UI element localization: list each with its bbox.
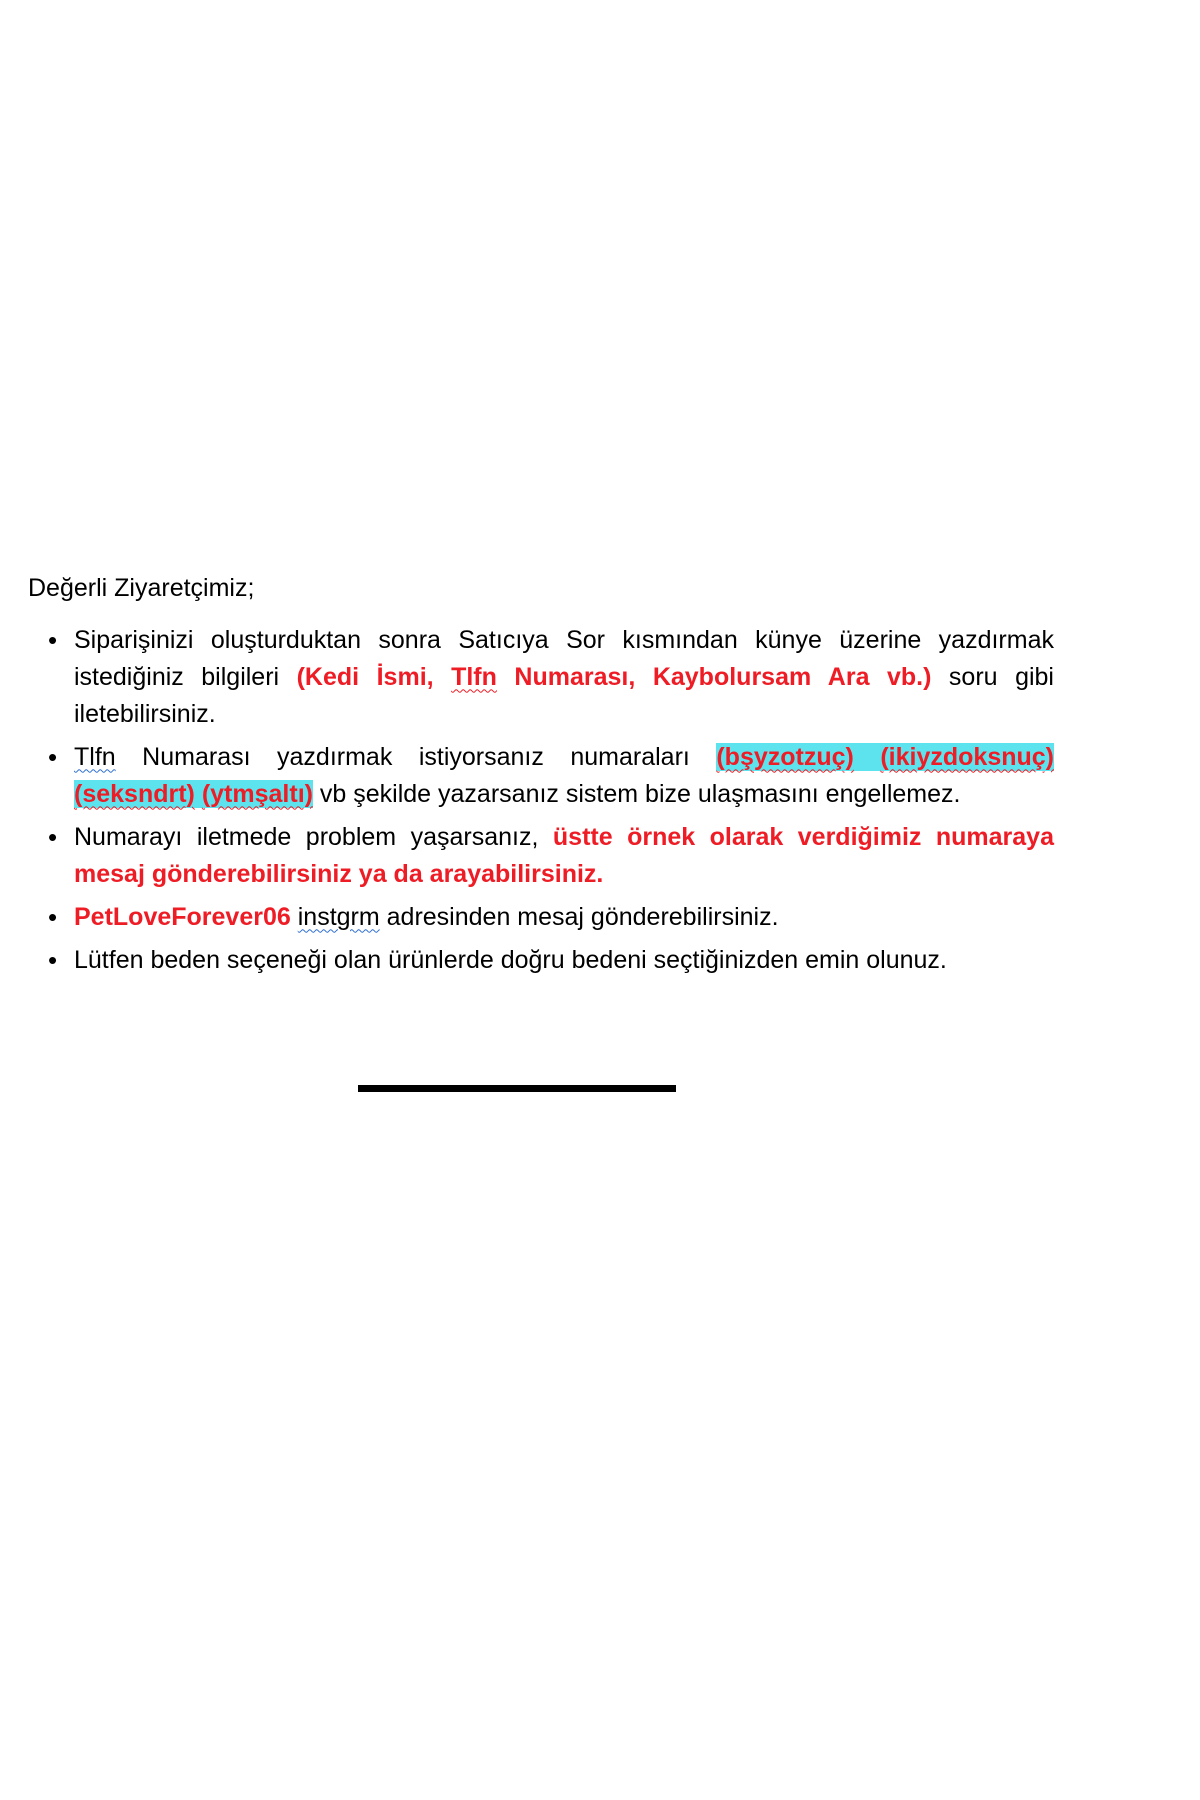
bullet-text-segment-red: Numarası, Kaybolursam Ara vb.) bbox=[496, 663, 932, 692]
highlighted-phone-part-1: (bşyzotzuç) bbox=[716, 743, 854, 772]
list-item-phone-format bbox=[28, 739, 1054, 813]
bullet-text-space bbox=[291, 903, 298, 931]
instagram-handle: PetLoveForever06 bbox=[74, 903, 291, 932]
highlighted-phone-part-4: (ytmşaltı) bbox=[201, 780, 313, 809]
bullet-text-segment: vb şekilde yazarsanız sistem bize ulaşmasını engellemez. bbox=[312, 780, 961, 809]
bullet-text-segment: Lütfen beden seçeneği olan ürünlerde doğru bedeni seçtiğinizden emin olunuz. bbox=[74, 946, 947, 975]
instructions-list bbox=[28, 622, 1178, 979]
bullet-text-segment: soru gibi iletebilirsiniz. bbox=[74, 663, 1054, 729]
document-content bbox=[28, 570, 1178, 985]
bullet-text-segment-red: (Kedi İsmi, bbox=[296, 663, 452, 692]
bullet-text-space bbox=[854, 743, 881, 771]
bullet-text-segment: Numarayı iletmede problem yaşarsanız, bbox=[74, 823, 553, 852]
highlighted-phone-part-3: (seksndrt) bbox=[74, 780, 195, 809]
horizontal-rule-divider bbox=[358, 1085, 676, 1092]
bullet-text-segment: adresinden mesaj gönderebilirsiniz. bbox=[379, 903, 779, 932]
salutation-text: Değerli Ziyaretçimiz; bbox=[28, 574, 255, 602]
list-item-instagram bbox=[28, 899, 1054, 936]
list-item-order-info bbox=[28, 622, 1054, 733]
highlighted-phone-part-2: (ikiyzdoksnuç) bbox=[880, 743, 1054, 772]
bullet-text-segment-red-spell: Tlfn bbox=[451, 663, 497, 692]
bullet-text-space bbox=[195, 780, 202, 808]
bullet-text-segment: Numarası yazdırmak istiyorsanız numaraları bbox=[115, 743, 717, 772]
bullet-text-segment: Siparişinizi oluşturduktan sonra Satıcıya Sor kısmından künye üzerine yazdırmak istediğiniz bilgileri bbox=[74, 626, 1054, 692]
bullet-text-segment-red: üstte örnek olarak verdiğimiz numaraya mesaj gönderebilirsiniz ya da arayabilirsiniz. bbox=[74, 823, 1054, 889]
list-item-size-warning bbox=[28, 942, 1054, 979]
bullet-text-segment-spell: Tlfn bbox=[74, 743, 116, 772]
list-item-contact-problem bbox=[28, 819, 1054, 893]
bullet-text-segment-spell: instgrm bbox=[297, 903, 380, 932]
